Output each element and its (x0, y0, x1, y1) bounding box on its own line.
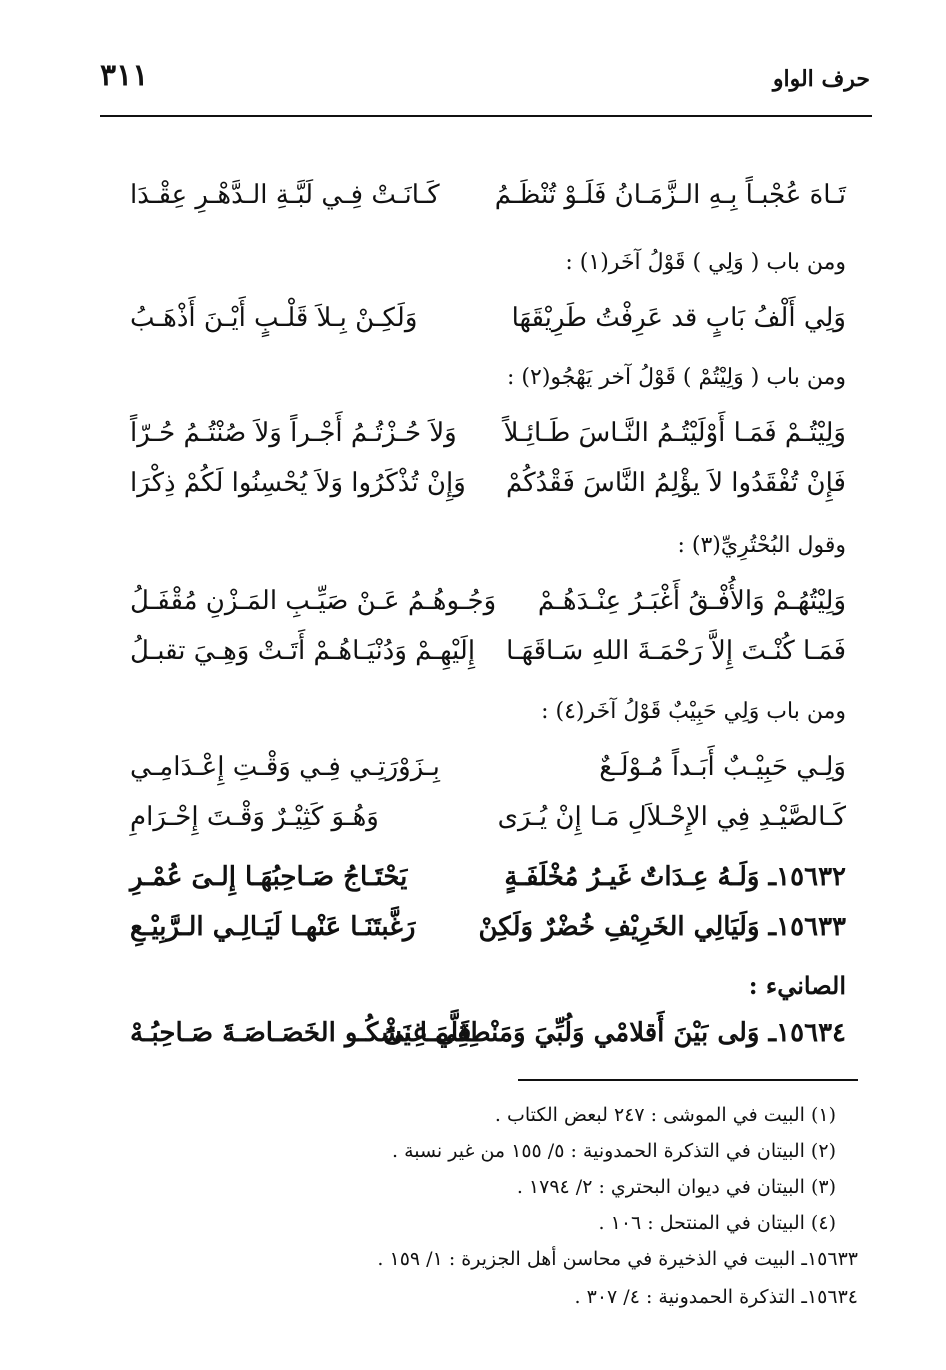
page-number: ٣١١ (100, 58, 149, 93)
verse-line (100, 626, 868, 676)
footnote: (٢) البيتان في التذكرة الحمدونية : ٥/ ١٥٥ من غير نسبة . (391, 1140, 836, 1162)
verse-second-hemistich: قَلَّمَـا يَشْكُـو الخَصَـاصَـةَ صَـاحِبُـهْ (130, 1018, 472, 1048)
verse-line (100, 408, 868, 458)
verse-second-hemistich: وَإِنْ تُذْكَرُوا وَلاَ يُحْسِنُوا لَكُمْ ذِكْرَا (130, 468, 466, 498)
verse-first-hemistich: تَـاهَ عُجْبـاً بِـهِ الـزَّمَـانُ فَلَـوْ تُنْظَـمُ (494, 180, 846, 210)
verse-second-hemistich: وَهُـوَ كَثِيْـرٌ وَقْـتَ إِحْـرَامِ (130, 802, 379, 832)
verse-first-hemistich: ١٥٦٣٢ـ وَلَـهُ عِـدَاتٌ غَيـرُ مُخْلَفَـةٍ (504, 862, 846, 892)
verse-second-hemistich: وَجُـوهُـمُ عَـنْ صَيِّـبِ المَـزْنِ مُقْفَـلُ (130, 586, 497, 616)
verse-first-hemistich: فَمَـا كُنْـتَ إِلاَّ رَحْمَـةَ اللهِ سَـاقَهَـا (506, 636, 846, 666)
verse-line (100, 742, 868, 792)
verse-second-hemistich: كَـانَـتْ فِـي لَبَّـةِ الـدَّهْـرِ عِقْـدَا (130, 180, 440, 210)
verse-first-hemistich: وَلِـي حَبِيْـبٌ أَبَـداً مُـوْلَـعٌ (599, 752, 846, 782)
chapter-title: حرف الواو (772, 66, 870, 92)
verse-line (100, 792, 868, 842)
verse-second-hemistich: يَحْتَـاجُ صَـاحِبُهَـا إِلـىَ عُمْـرِ (130, 862, 408, 892)
verse-first-hemistich: وَلِيْتُهُـمْ وَالأُفْـقُ أَغْبَـرُ عِنْـدَهُـمْ (537, 586, 846, 616)
verse-line (100, 576, 868, 626)
verse-second-hemistich: وَلَكِـنْ بِـلاَ قَلْـبٍ أَيْـنَ أَذْهَـبُ (130, 303, 418, 333)
verse-line (100, 458, 868, 508)
verse-second-hemistich: بِـزَوْرَتِـي فِـي وَقْـتِ إِعْـدَامِـي (130, 752, 440, 782)
section-heading: ومن باب ( وَلِيْتُمْ ) قَوْلُ آخر يَهْجُو(٢) : (506, 365, 846, 390)
verse-first-hemistich: فَإِنْ تُفْقَدُوا لاَ يؤْلِمُ النَّاسَ فَقْدُكُمْ (505, 468, 846, 498)
numbered-verse-line (100, 902, 868, 952)
verse-line (100, 170, 868, 220)
verse-second-hemistich: رَغَّبتَنَـا عَنْهـا لَيَـالِـي الـرَّبِيْـعِ (130, 912, 416, 942)
verse-second-hemistich: إِلَيْهِـمْ وَدُنْيَـاهُـمْ أَتَـتْ وَهِـيَ تقبـلُ (130, 636, 476, 666)
verse-line (100, 293, 868, 343)
footnote: ١٥٦٣٣ـ البيت في الذخيرة في محاسن أهل الجزيرة : ١/ ١٥٩ . (377, 1248, 858, 1270)
footnote: (١) البيت في الموشى : ٢٤٧ لبعض الكتاب . (494, 1104, 836, 1126)
footnote: (٣) البيتان في ديوان البحتري : ٢/ ١٧٩٤ . (516, 1176, 836, 1198)
numbered-verse-line (100, 1008, 868, 1058)
section-heading: ومن باب ( وَلِي ) قَوْلُ آخَر(١) : (565, 250, 846, 275)
verse-first-hemistich: كَـالصَّيْـدِ فِي الإِحْـلاَلِ مَـا إِنْ يُـرَى (497, 802, 846, 832)
section-heading: ومن باب وَلِي حَبِيْبٌ قَوْلُ آخَر(٤) : (541, 699, 846, 724)
footnote-rule (518, 1079, 858, 1081)
header-rule (100, 115, 872, 117)
verse-first-hemistich: ١٥٦٣٣ـ وَلَيَالِي الخَرِيْفِ خُضْرٌ وَلَكِنْ (478, 912, 846, 942)
poet-heading: الصانيء : (748, 971, 846, 1000)
numbered-verse-line (100, 852, 868, 902)
footnote: (٤) البيتان في المنتحل : ١٠٦ . (598, 1212, 836, 1234)
verse-first-hemistich: ١٥٦٣٤ـ وَلى بَيْنَ أَقلامْي وَلُبِّيَ وَمَنْطِقِي غِنىً (382, 1018, 846, 1048)
footnote: ١٥٦٣٤ـ التذكرة الحمدونية : ٤/ ٣٠٧ . (574, 1286, 858, 1308)
verse-first-hemistich: وَلِيْتُـمْ فَمَـا أَوْلَيْتُـمُ النَّـاسَ طَـائِـلاً (503, 418, 846, 448)
verse-second-hemistich: وَلاَ حُـزْتُـمُ أَجْـراً وَلاَ صُنْتُـمُ حُـرّاً (130, 418, 457, 448)
verse-first-hemistich: وَلِي أَلْفُ بَابٍ قد عَرِفْتُ طَرِيْقَهَا (511, 303, 846, 333)
section-heading: وقول البُحْتُرِيِّ(٣) : (677, 533, 846, 558)
